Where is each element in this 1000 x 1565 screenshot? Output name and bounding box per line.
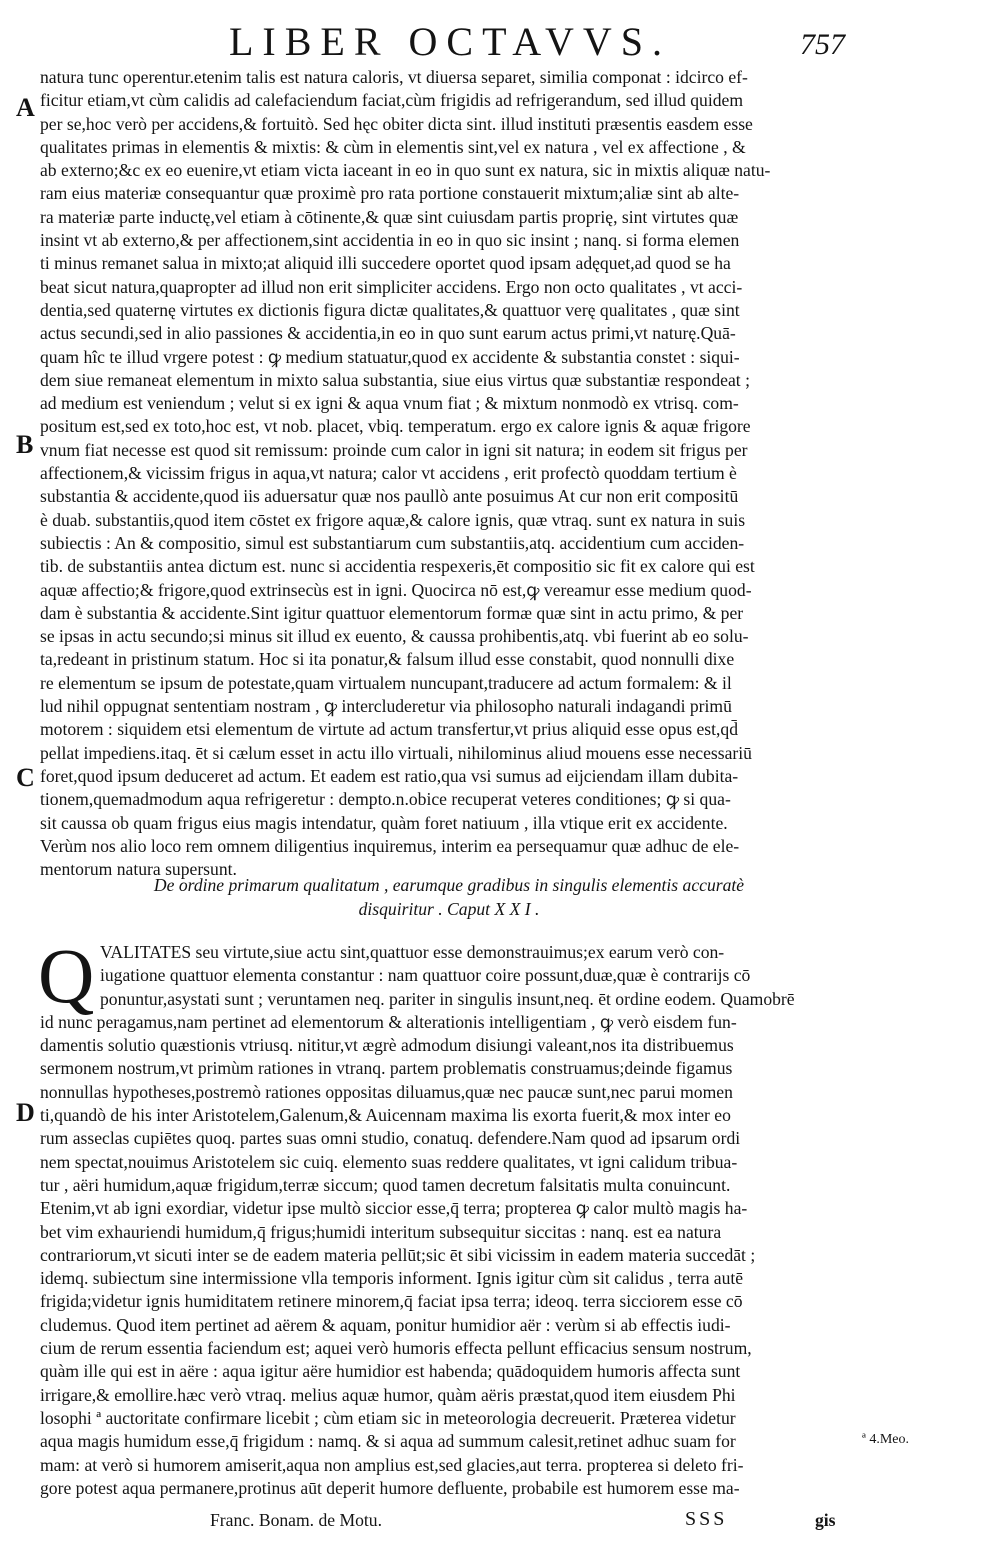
- text-line: motorem : siquidem etsi elementum de virtute ad actum transfertur,vt prius aliquid esse opus est,qd̄: [40, 719, 739, 740]
- text-line: affectionem,& vicissim frigus in aqua,vt natura; calor vt accidens , erit profectò quoddam tertium è: [40, 463, 737, 484]
- text-line: quàm ille qui est in aëre : aqua igitur aëre humidior est habenda; quādoquidem humoris affecta sunt: [40, 1361, 741, 1382]
- chapter-heading-line-2: disquiritur . Caput X X I .: [358, 899, 540, 919]
- text-line: irrigare,& emollire.hæc verò vtraq. melius aquæ humor, quàm aëris præstat,quod item eiusdem Phi: [40, 1384, 736, 1405]
- text-line: mam: at verò si humorem amiserit,aqua non amplius est,sed glacies,aut terra. propterea si deleto fri-: [40, 1454, 744, 1475]
- text-line: ra materiæ parte inductę,vel etiam à cōtinente,& quæ sint cuiusdam partis proprię, sint virtutes quæ: [40, 206, 739, 227]
- margin-letter-d: D: [16, 1098, 35, 1127]
- text-line: re elementum se ipsum de potestate,quam virtualem nuncupant,traducere ad actum formalem: & il: [40, 672, 732, 693]
- text-line: iugatione quattuor elementa constantur : nam quattuor coire possunt,duæ,quæ è contrarijs cō: [100, 965, 751, 986]
- text-line: ad medium est veniendum ; velut si ex igni & aqua vnum fiat ; & mixtum nonmodò ex vtrisq. com-: [40, 393, 739, 414]
- text-line: aquæ affectio;& frigore,quod extrinsecùs est in igni. Quocirca nō est,ꝙ vereamur esse medium quod-: [40, 579, 752, 600]
- text-line: tur , aëri humidum,aquæ frigidum,terræ siccum; quod tamen decretum falsitatis multa conuincunt.: [40, 1174, 731, 1195]
- text-line: beat sicut natura,quapropter ad illud non erit simpliciter accidens. Ergo non octo qualitates , vt acci-: [40, 276, 743, 297]
- text-line: actus secundi,sed in alio passiones & accidentia,in eo in quo sunt earum actus primi,vt naturę.Quā-: [40, 323, 736, 344]
- text-line: dam è substantia & accidente.Sint igitur quattuor elementorum formæ quæ sint in actu primo, & per: [40, 602, 744, 623]
- text-line: ti,quandò de his inter Aristotelem,Galenum,& Auicennam maxima lis exorta fuerit,& mox inter eo: [40, 1105, 731, 1126]
- text-line: sermonem nostrum,vt primùm rationes in vtranq. partem problematis construamus;deinde figamus: [40, 1058, 733, 1079]
- text-line: tionem,quemadmodum aqua refrigeretur : dempto.n.obice recuperat veteres conditiones; ꝙ si qua-: [40, 789, 731, 810]
- text-line: rum asseclas cupiētes quoq. partes suas omni studio, conatuq. defendere.Nam quod ad ipsarum ordi: [40, 1128, 741, 1149]
- text-line: lud nihil oppugnat sententiam nostram , ꝙ intercluderetur via philosopho naturali indagandi primū: [40, 696, 732, 717]
- drop-cap: Q: [38, 932, 95, 1019]
- text-line: VALITATES seu virtute,siue actu sint,quattuor esse demonstrauimus;ex earum verò con-: [100, 942, 725, 962]
- text-line: pellat impediens.itaq. ēt si cælum esset in actu illo virtuali, nihilominus aliud mouens esse necessariū: [40, 742, 752, 763]
- text-line: tib. de substantiis antea dictum est. nunc si accidentia respexeris,ēt compositio sic fit ex calore qui est: [40, 556, 755, 577]
- text-line: quam hîc te illud vrgere potest : ꝙ medium statuatur,quod ex accidente & substantia constet : siqui-: [40, 346, 740, 367]
- section-1-text: [40, 66, 858, 881]
- text-line: aqua magis humidum esse,q̄ frigidum : namq. & si aqua ad summum calesit,retinet adhuc suam for: [40, 1431, 736, 1452]
- text-line: Verùm nos alio loco rem omnem diligentius inquiremus, interim ea persequamur quæ adhuc de ele-: [40, 835, 740, 856]
- text-line: qualitates primas in elementis & mixtis: & cùm in elementis sint,vel ex natura , vel ex affectione , &: [40, 136, 746, 157]
- text-line: damentis solutio quæstionis vtriusq. nititur,vt ægrè admodum disiungi valeant,nos ita distribuemus: [40, 1035, 734, 1056]
- text-line: bet vim exhauriendi humidum,q̄ frigus;humidi interitum subsequitur siccitas : nanq. est ea natura: [40, 1221, 722, 1242]
- text-line: ficitur etiam,vt cùm calidis ad calefaciendum faciat,cùm frigidis ad refrigerandum, sed illud quidem: [40, 90, 744, 111]
- running-title: LIBER OCTAVVS.: [228, 19, 672, 64]
- text-line: nonnullas hypotheses,postremò rationes oppositas diluamus,quæ nec paucæ sunt,nec parui momen: [40, 1081, 733, 1102]
- signature-mark: SSS: [685, 1508, 728, 1530]
- text-line: mentorum natura supersunt.: [40, 859, 237, 880]
- text-line: ram eius materiæ consequantur quæ proximè pro rata portione constauerit mixtum;aliæ sint ab alte-: [40, 183, 740, 204]
- text-line: idemq. subiectum sine intermissione vlla temporis informent. Ignis igitur cùm sit calidus , terra autē: [40, 1268, 744, 1289]
- margin-letter-b: B: [16, 430, 34, 459]
- margin-letter-c: C: [16, 763, 35, 792]
- chapter-heading-line-1: De ordine primarum qualitatum , earumque gradibus in singulis elementis accuratè: [153, 875, 745, 895]
- text-line: cludemus. Quod item pertinet ad aërem & aquam, ponitur humidior aër : verùm si ab effectis iudi-: [40, 1314, 731, 1335]
- page-number: 757: [800, 28, 845, 61]
- text-line: sit caussa ob quam frigus eius magis intendatur, quàm foret natiuum , illa vtique erit ex accidente.: [40, 812, 728, 833]
- text-line: ti minus remanet salua in mixto;at aliquid illi succedere oportet quod ipsam adęquet,ad quod se ha: [40, 253, 731, 274]
- text-line: per se,hoc verò per accidens,& fortuitò. Sed hęc obiter dicta sint. illud instituti præsentis easdem esse: [40, 113, 753, 134]
- chapter-heading: [40, 873, 858, 921]
- text-line: cium de rerum essentia faciendum est; aquei verò humoris effecta pellunt efficacius sensum nostrum,: [40, 1338, 752, 1359]
- text-line: ponuntur,asystati sunt ; veruntamen neq. pariter in singulis insunt,neq. ēt ordine eodem. Quamobrē: [100, 988, 795, 1009]
- text-line: natura tunc operentur.etenim talis est natura caloris, vt diuersa separet, similia componat : idcirco ef-: [40, 67, 748, 87]
- margin-letter-a: A: [16, 93, 35, 122]
- text-line: vnum fiat necesse est quod sit remissum: proinde cum calor in igni sit natura; in eodem sit frigus per: [40, 439, 748, 460]
- text-line: se ipsas in actu secundo;si minus sit illud ex euento, & caussa prohibentis,atq. vbi fuerint ab eo solu-: [40, 626, 749, 647]
- text-line: subiectis : An & compositio, simul est substantiarum cum substantiis,atq. accidentium cum acciden-: [40, 532, 745, 553]
- text-line: gore potest aqua permanere,protinus aūt deperit humore defluente, probabile est humorem esse ma-: [40, 1477, 740, 1498]
- text-line: contrariorum,vt sicuti inter se de eadem materia pellūt;sic ēt sibi vicissim in eadem materia succedāt ;: [40, 1244, 756, 1265]
- text-line: dem siue remaneat elementum in mixto salua substantia, siue eius virtus quæ substantiæ respondeat ;: [40, 369, 750, 390]
- text-line: dentia,sed quaternę virtutes ex dictionis figura dictæ qualitates,& quattuor verę qualitates , quæ sint: [40, 299, 740, 320]
- text-line: substantia & accidente,quod iis aduersatur quæ nos paullò ante posuimus At cur non erit compositū: [40, 486, 739, 507]
- section-2-text: [40, 941, 858, 1500]
- text-line: ta,redeant in pristinum statum. Hoc si ita ponatur,& falsum illud esse constabit, quod nonnulli dixe: [40, 649, 735, 670]
- text-line: frigida;videtur ignis humiditatem retinere minorem,q̄ faciat ipsa terra; ideoq. terra sicciorem esse cō: [40, 1291, 743, 1312]
- text-line: id nunc peragamus,nam pertinet ad elementorum & alterationis intelligentiam , ꝙ verò eisdem fun-: [40, 1011, 737, 1032]
- text-line: positum est,sed ex toto,hoc est, vt nob. placet, vbiq. temperatum. ergo ex calore ignis & aquæ frigore: [40, 416, 751, 437]
- catchword: gis: [815, 1510, 836, 1530]
- text-line: è duab. substantiis,quod item cōstet ex frigore aquæ,& calore ignis, quæ vtraq. sunt ex natura in suis: [40, 509, 746, 530]
- text-line: Etenim,vt ab igni exordiar, videtur ipse multò siccior esse,q̄ terra; propterea ꝙ calor multò magis ha-: [40, 1198, 748, 1219]
- text-line: losophi ª auctoritate confirmare licebit ; cùm etiam sic in meteorologia decreuerit. Præterea videtur: [40, 1407, 736, 1428]
- text-line: ab externo;&c ex eo euenire,vt etiam victa iaceant in eo in quo sunt ex natura, sic in mixtis aliquæ natu-: [40, 160, 771, 181]
- text-line: nem spectat,nouimus Aristotelem sic cuiq. elemento suas reddere qualitates, vt igni calidum tribua-: [40, 1151, 738, 1172]
- footer-author: Franc. Bonam. de Motu.: [210, 1510, 383, 1530]
- text-line: insint vt ab externo,& per affectionem,sint accidentia in eo in quo sic insint ; nanq. si forma elemen: [40, 230, 740, 251]
- text-line: foret,quod ipsum deduceret ad actum. Et eadem est ratio,qua vsi sumus ad eijciendam illam dubita-: [40, 765, 739, 786]
- marginal-note: ª 4.Meo.: [862, 1432, 910, 1447]
